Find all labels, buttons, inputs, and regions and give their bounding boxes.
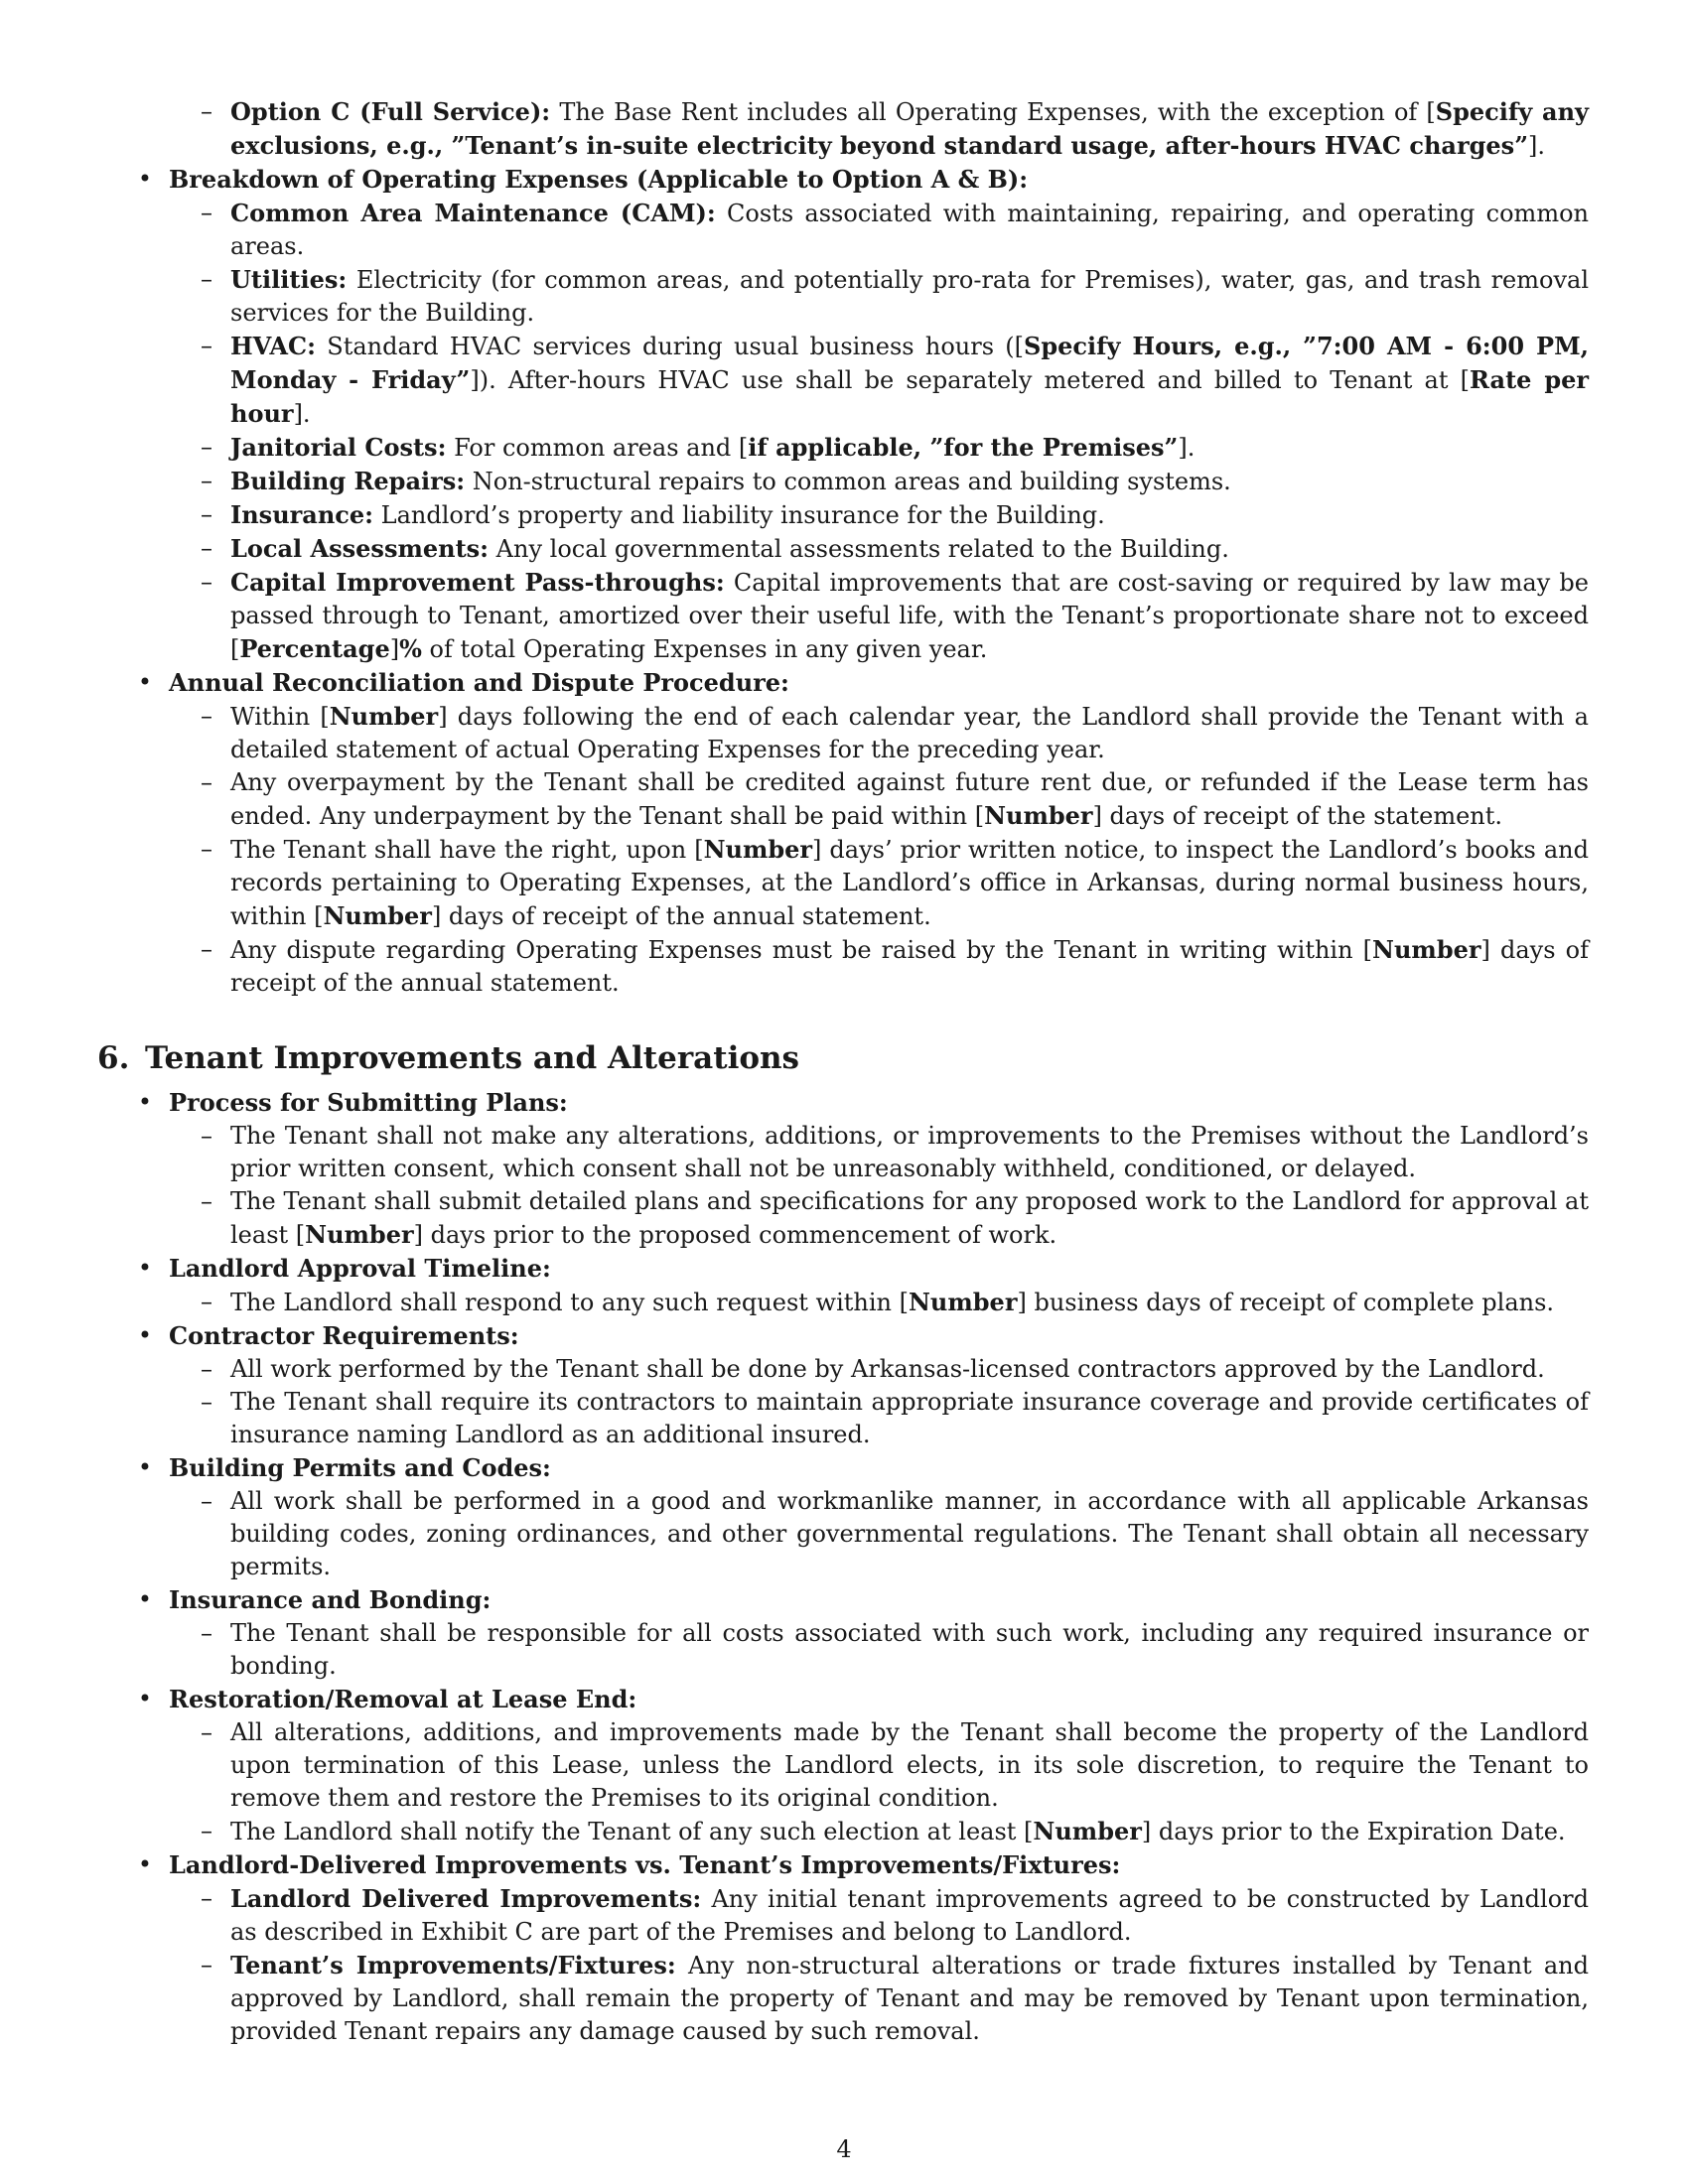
sub-list <box>169 197 1589 666</box>
bold-text: % <box>399 634 422 663</box>
body-text: ] <box>389 635 400 663</box>
bold-text: Option C (Full Service): <box>230 97 551 126</box>
item-heading: Building Permits and Codes: <box>169 1453 551 1482</box>
sub-list-item <box>169 1353 1589 1386</box>
bold-text: Tenant’s Improvements/Fixtures: <box>230 1951 676 1979</box>
body-text: The Tenant shall submit detailed plans and specifications for any proposed work to the Landlord for approval at least [ <box>230 1187 1589 1249</box>
body-text: For common areas and [ <box>446 434 749 462</box>
bold-text: Number <box>323 901 432 930</box>
sub-list-item <box>169 263 1589 330</box>
sub-list <box>169 1286 1589 1319</box>
sub-list-item <box>169 566 1589 666</box>
dash-icon: – <box>201 1487 212 1515</box>
body-text: Any dispute regarding Operating Expenses must be raised by the Tenant in writing within [ <box>230 936 1373 964</box>
page-number: 4 <box>836 2135 852 2163</box>
bold-text: Number <box>703 835 813 864</box>
item-heading: Process for Submitting Plans: <box>169 1088 568 1117</box>
bullet-icon: • <box>137 1088 153 1116</box>
body-text: Landlord’s property and liability insurance for the Building. <box>373 501 1105 529</box>
dash-icon: – <box>201 1619 212 1647</box>
sub-list <box>169 1485 1589 1583</box>
sub-list-item <box>169 1485 1589 1583</box>
bold-text: Percentage <box>239 634 390 663</box>
body-text: ] days of receipt of the annual statement. <box>230 936 1590 997</box>
list-item <box>97 95 1589 163</box>
sub-list-item <box>169 532 1589 566</box>
bold-text: Number <box>908 1288 1018 1316</box>
body-text: The Tenant shall not make any alterations, additions, or improvements to the Premises without the Landlord’s prior written consent, which consent shall not be unreasonably withheld, conditioned, or delayed. <box>230 1122 1589 1182</box>
sub-list-item <box>169 933 1589 1000</box>
dash-icon: – <box>201 835 212 863</box>
body-text: ] days of receipt of the statement. <box>1092 802 1503 830</box>
sub-list-item <box>169 1120 1589 1185</box>
list-item <box>97 666 1589 1000</box>
bold-text: Number <box>1033 1817 1142 1845</box>
body-text: ]). After-hours HVAC use shall be separately metered and billed to Tenant at [ <box>470 366 1471 394</box>
body-text: Electricity (for common areas, and potentially pro-rata for Premises), water, gas, and trash removal services for the Building. <box>230 266 1589 327</box>
sub-list-item <box>169 1882 1589 1949</box>
dash-icon: – <box>201 1817 212 1844</box>
dash-icon: – <box>201 534 212 562</box>
sub-list <box>169 1120 1589 1252</box>
sub-list-item <box>169 465 1589 498</box>
sub-list-item <box>169 1185 1589 1252</box>
bold-text: Janitorial Costs: <box>230 433 447 462</box>
body-text: ] days’ prior written notice, to inspect the Landlord’s books and records pertaining to Operating Expenses, at the Landlord’s office in Arkansas, during normal business hours, within [ <box>230 836 1589 930</box>
item-heading: Annual Reconciliation and Dispute Procedure: <box>169 668 789 697</box>
dash-icon: – <box>201 568 212 596</box>
bold-text: Specify any exclusions, e.g., ”Tenant’s in-suite electricity beyond standard usage, after-hours HVAC charges” <box>230 97 1590 160</box>
sub-list-item <box>169 1815 1589 1848</box>
body-text: Costs associated with maintaining, repairing, and operating common areas. <box>230 200 1589 260</box>
section-heading <box>97 1038 1589 1078</box>
dash-icon: – <box>201 433 212 461</box>
dash-icon: – <box>201 265 212 293</box>
bold-text: Number <box>329 702 439 731</box>
dash-icon: – <box>201 1122 212 1150</box>
body-text: Any overpayment by the Tenant shall be credited against future rent due, or refunded if the Lease term has ended. Any underpayment by the Tenant shall be paid within [ <box>230 768 1589 830</box>
bullet-icon: • <box>137 1850 153 1878</box>
bold-text: Capital Improvement Pass-throughs: <box>230 568 725 597</box>
body-text: ] days following the end of each calendar year, the Landlord shall provide the Tenant with a detailed statement of actual Operating Expenses for the preceding year. <box>230 703 1589 763</box>
dash-icon: – <box>201 935 212 963</box>
body-text: ]. <box>293 400 311 428</box>
sub-list-item <box>169 1716 1589 1815</box>
dash-icon: – <box>201 500 212 528</box>
dash-icon: – <box>201 1884 212 1912</box>
dash-icon: – <box>201 1951 212 1979</box>
body-text: All work shall be performed in a good and workmanlike manner, in accordance with all applicable Arkansas building codes, zoning ordinances, and other governmental regulations. The Tenant shall obtain all necessary permits. <box>230 1487 1589 1580</box>
bullet-icon: • <box>137 1685 153 1712</box>
sub-list <box>169 1882 1589 2048</box>
top-bullet-list <box>97 95 1589 1000</box>
body-text: The Base Rent includes all Operating Expenses, with the exception of [ <box>550 98 1436 126</box>
body-text: Within [ <box>230 703 330 731</box>
section-title: Tenant Improvements and Alterations <box>145 1040 800 1076</box>
list-item <box>97 1086 1589 1252</box>
bold-text: Landlord Delivered Improvements: <box>230 1884 702 1913</box>
sub-list-item <box>169 833 1589 933</box>
sub-list-item <box>169 1386 1589 1451</box>
sub-list-item <box>169 1949 1589 2048</box>
dash-icon: – <box>201 467 212 494</box>
body-text: The Tenant shall require its contractors to maintain appropriate insurance coverage and provide certificates of insurance naming Landlord as an additional insured. <box>230 1388 1589 1448</box>
item-heading: Breakdown of Operating Expenses (Applicable to Option A & B): <box>169 165 1029 194</box>
body-text: Any initial tenant improvements agreed to be constructed by Landlord as described in Exhibit C are part of the Premises and belong to Landlord. <box>230 1885 1589 1946</box>
item-heading: Landlord-Delivered Improvements vs. Tenant’s Improvements/Fixtures: <box>169 1850 1121 1879</box>
sub-list-item <box>169 1286 1589 1319</box>
item-heading: Insurance and Bonding: <box>169 1585 492 1614</box>
bullet-icon: • <box>137 1585 153 1613</box>
body-text: Non-structural repairs to common areas and building systems. <box>465 468 1231 495</box>
sub-list-item <box>169 330 1589 431</box>
dash-icon: – <box>201 1388 212 1416</box>
sub-list <box>169 95 1589 163</box>
page-content <box>97 95 1589 2048</box>
dash-icon: – <box>201 97 212 125</box>
list-item <box>97 1451 1589 1583</box>
sub-list-item <box>169 700 1589 766</box>
dash-icon: – <box>201 332 212 359</box>
sub-list-item <box>169 197 1589 263</box>
bold-text: Number <box>1372 935 1481 964</box>
sub-list-item <box>169 95 1589 163</box>
sub-list <box>169 1353 1589 1451</box>
list-item <box>97 163 1589 666</box>
body-text: The Landlord shall notify the Tenant of any such election at least [ <box>230 1818 1034 1845</box>
bold-text: Specify Hours, e.g., ”7:00 AM - 6:00 PM, Monday - Friday” <box>230 332 1589 394</box>
sub-list-item <box>169 498 1589 532</box>
body-text: All work performed by the Tenant shall be done by Arkansas-licensed contractors approved by the Landlord. <box>230 1355 1545 1383</box>
section-bullet-list <box>97 1086 1589 2048</box>
bullet-icon: • <box>137 1453 153 1481</box>
list-item <box>97 1583 1589 1683</box>
dash-icon: – <box>201 1187 212 1215</box>
dash-icon: – <box>201 702 212 730</box>
body-text: ] days of receipt of the annual statement. <box>431 902 931 930</box>
bold-text: Building Repairs: <box>230 467 466 495</box>
sub-list-item <box>169 1617 1589 1683</box>
body-text: Any non-structural alterations or trade fixtures installed by Tenant and approved by Landlord, shall remain the property of Tenant and may be removed by Tenant upon termination, provided Tenant repairs any damage caused by such removal. <box>230 1952 1589 2045</box>
bold-text: Insurance: <box>230 500 374 529</box>
bullet-icon: • <box>137 1254 153 1282</box>
bold-text: Utilities: <box>230 265 348 294</box>
bold-text: Number <box>305 1220 414 1249</box>
body-text: Capital improvements that are cost-saving or required by law may be passed through to Tenant, amortized over their useful life, with the Tenant’s proportionate share not to exceed [ <box>230 569 1589 663</box>
body-text: Standard HVAC services during usual business hours ([ <box>316 333 1025 360</box>
list-item <box>97 1319 1589 1451</box>
body-text: ] business days of receipt of complete plans. <box>1017 1289 1555 1316</box>
body-text: The Landlord shall respond to any such request within [ <box>230 1289 909 1316</box>
sub-list <box>169 700 1589 1000</box>
bold-text: Common Area Maintenance (CAM): <box>230 199 716 227</box>
bold-text: Number <box>984 801 1093 830</box>
sub-list <box>169 1716 1589 1848</box>
dash-icon: – <box>201 1718 212 1746</box>
item-heading: Restoration/Removal at Lease End: <box>169 1685 637 1713</box>
body-text: ]. <box>1178 434 1196 462</box>
list-item <box>97 1252 1589 1319</box>
body-text: ]. <box>1528 132 1545 160</box>
item-heading: Landlord Approval Timeline: <box>169 1254 551 1283</box>
body-text: ] days prior to the proposed commencement of work. <box>413 1221 1057 1249</box>
sub-list <box>169 1617 1589 1683</box>
bold-text: Local Assessments: <box>230 534 490 563</box>
bold-text: if applicable, ”for the Premises” <box>748 433 1179 462</box>
body-text: Any local governmental assessments related to the Building. <box>489 535 1229 563</box>
dash-icon: – <box>201 1355 212 1383</box>
dash-icon: – <box>201 1288 212 1315</box>
sub-list-item <box>169 431 1589 465</box>
list-item <box>97 1848 1589 2048</box>
list-item <box>97 1683 1589 1848</box>
body-text: of total Operating Expenses in any given year. <box>421 635 988 663</box>
dash-icon: – <box>201 768 212 796</box>
bullet-icon: • <box>137 165 153 193</box>
body-text: The Tenant shall be responsible for all costs associated with such work, including any required insurance or bonding. <box>230 1619 1589 1680</box>
section-number: 6. <box>97 1040 130 1076</box>
bullet-icon: • <box>137 1321 153 1349</box>
body-text: The Tenant shall have the right, upon [ <box>230 836 704 864</box>
bold-text: HVAC: <box>230 332 317 360</box>
dash-icon: – <box>201 199 212 226</box>
item-heading: Contractor Requirements: <box>169 1321 519 1350</box>
body-text: ] days prior to the Expiration Date. <box>1141 1818 1566 1845</box>
bold-text: Rate per hour <box>230 365 1590 428</box>
bullet-icon: • <box>137 668 153 696</box>
sub-list-item <box>169 766 1589 833</box>
body-text: All alterations, additions, and improvements made by the Tenant shall become the property of the Landlord upon termination of this Lease, unless the Landlord elects, in its sole discretion, to require the Tenant to remove them and restore the Premises to its original condition. <box>230 1718 1589 1812</box>
